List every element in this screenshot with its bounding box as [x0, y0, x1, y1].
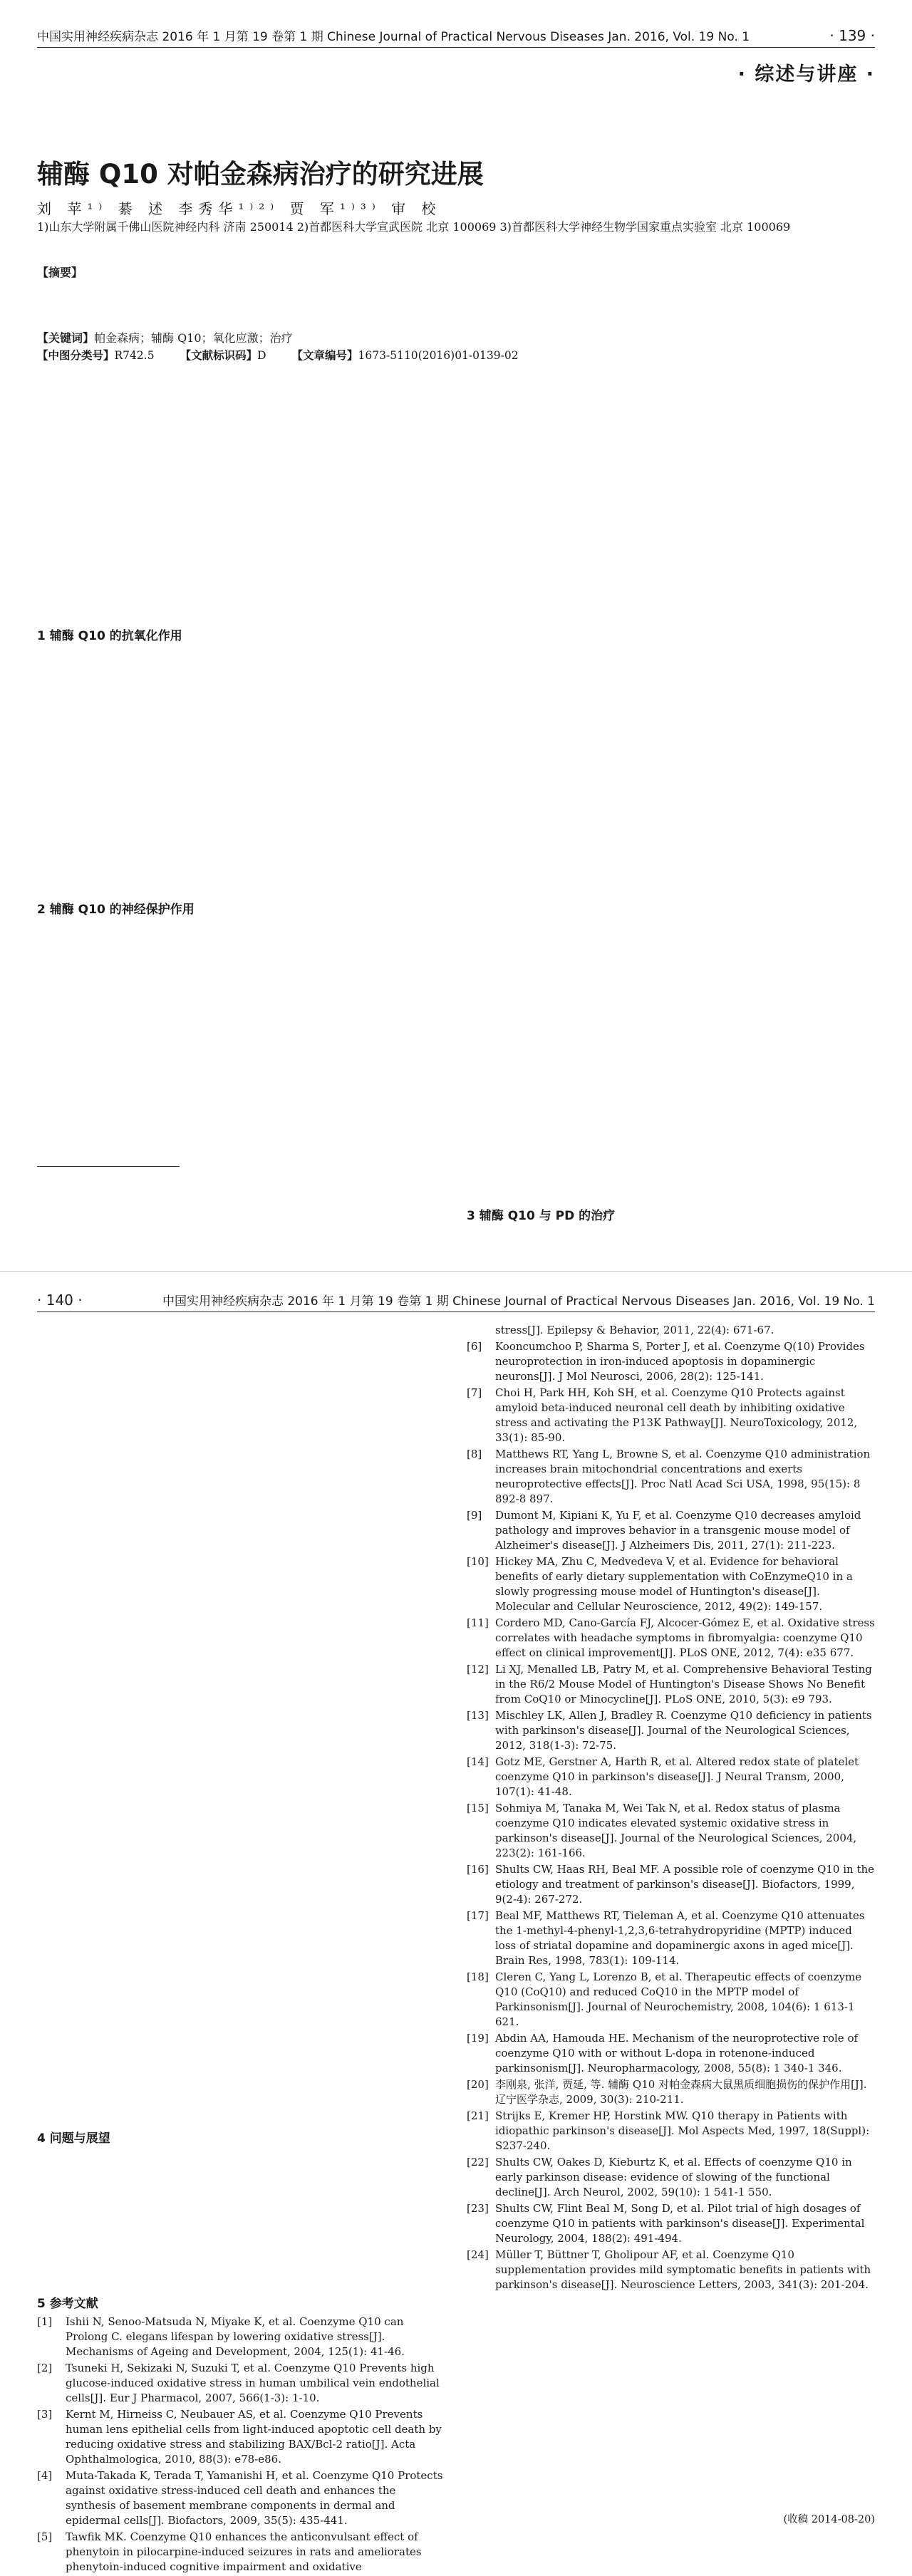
body-text-line — [37, 464, 445, 480]
page-2 — [0, 1271, 912, 2573]
reference-text: Choi H, Park HH, Koh SH, et al. Coenzyme Q10 Protects against amyloid beta-induced neuronal cell death by inhibiting oxidative stress and activating the P13K Pathway[J]. NeuroToxicology, 2012, 33(1): 85-90. — [495, 1386, 858, 1444]
reference-text: Shults CW, Haas RH, Beal MF. A possible role of coenzyme Q10 in the etiology and treatment of parkinson's disease[J]. Biofactors, 1999, 9(2-4): 267-272. — [495, 1863, 875, 1906]
reference-text: Tsuneki H, Sekizaki N, Suzuki T, et al. Coenzyme Q10 Prevents high glucose-induced oxidative stress in human umbilical vein endothelial cells[J]. Eur J Pharmacol, 2007, 566(1-3): 1-10. — [66, 2362, 440, 2404]
body-text-line — [467, 762, 875, 778]
body-text-line — [37, 1777, 445, 1793]
reference-text: Kooncumchoo P, Sharma S, Porter J, et al. Coenzyme Q(10) Provides neuroprotection in iron-induced apoptosis in dopaminergic neurons[J]. J Mol Neurosci, 2006, 28(2): 125-141. — [495, 1340, 865, 1383]
body-text-line — [37, 2091, 445, 2107]
reference-text: Muta-Takada K, Terada T, Yamanishi H, et al. Coenzyme Q10 Protects against oxidative stress-induced cell death and enhances the synthesis of basement membrane components in dermal and epidermal cells[J]. Biofactors, 2009, 35(5): 435-441. — [66, 2469, 443, 2527]
body-text-line — [467, 997, 875, 1013]
body-text-line — [37, 1699, 445, 1715]
reference-number: [19] — [467, 2032, 489, 2045]
body-text-line — [37, 606, 445, 621]
reference-number: [7] — [467, 1386, 482, 1399]
reference-item — [467, 1908, 875, 1968]
body-text-line — [37, 1668, 445, 1683]
reference-text: Shults CW, Flint Beal M, Song D, et al. Pilot trial of high dosages of coenzyme Q10 in patients with parkinson's disease[J]. Experimental Neurology, 2004, 188(2): 491-494. — [495, 2202, 865, 2245]
body-text-line — [37, 433, 445, 449]
reference-item — [37, 2315, 445, 2359]
body-text-line — [37, 2075, 445, 2091]
reference-number: [24] — [467, 2248, 489, 2261]
running-header — [37, 23, 875, 48]
body-text-line — [467, 825, 875, 841]
reference-number: [6] — [467, 1340, 482, 1353]
body-text-line — [37, 980, 445, 996]
body-text-line — [37, 1965, 445, 1981]
reference-item — [467, 2155, 875, 2200]
body-text-line — [37, 1621, 445, 1636]
body-text-line — [37, 1323, 445, 1339]
body-text-line — [37, 1141, 445, 1157]
body-text-line — [467, 935, 875, 950]
reference-item — [37, 2407, 445, 2467]
body-text-line — [467, 1224, 875, 1240]
reference-item — [467, 1862, 875, 1907]
reference-text: Shults CW, Oakes D, Kieburtz K, et al. Effects of coenzyme Q10 in early parkinson disease: evidence of slowing of the functional decline[J]. Arch Neurol, 2002, 59(10): 1 541-1 550. — [495, 2156, 852, 2198]
body-text-line — [37, 1401, 445, 1417]
body-text-line — [37, 402, 445, 417]
body-text-line — [37, 1605, 445, 1621]
reference-number: [5] — [37, 2530, 53, 2543]
reference-number: [12] — [467, 1663, 489, 1676]
reference-text: Matthews RT, Yang L, Browne S, et al. Coenzyme Q10 administration increases brain mitochondrial concentrations and exerts neuroprotective effects[J]. Proc Natl Acad Sci USA, 1998, 95(15): 8 892-8 897. — [495, 1448, 871, 1505]
body-text-line — [467, 606, 875, 621]
reference-text: Abdin AA, Hamouda HE. Mechanism of the neuroprotective role of coenzyme Q10 with or without L-dopa in rotenone-induced parkinsonism[J]. Neuropharmacology, 2008, 55(8): 1 340-1 346. — [495, 2032, 859, 2074]
reference-text: Cordero MD, Cano-García FJ, Alcocer-Gómez E, et al. Oxidative stress correlates with headache symptoms in fibromyalgia: coenzyme Q10 effect on clinical improvement[J]. PLoS ONE, 2012, 7(4): e35 677. — [495, 1616, 875, 1659]
body-text-line — [467, 715, 875, 731]
body-text-line — [37, 1339, 445, 1354]
reference-item — [37, 2530, 445, 2575]
reference-number: [17] — [467, 1909, 489, 1922]
body-text-line — [37, 1652, 445, 1668]
body-text-line — [467, 417, 875, 433]
body-text-line — [37, 1934, 445, 1950]
body-text-line — [37, 527, 445, 543]
body-text-line — [467, 574, 875, 590]
body-text-line — [37, 965, 445, 980]
body-text-line — [37, 1558, 445, 1574]
body-text-line — [37, 1856, 445, 1871]
references-heading: 5 参考文献 — [37, 2297, 98, 2311]
reference-item — [467, 2201, 875, 2246]
body-text-line — [37, 2193, 445, 2209]
abstract-label: 【摘要】 — [37, 266, 83, 279]
reference-text: Li XJ, Menalled LB, Patry M, et al. Comprehensive Behavioral Testing in the R6/2 Mouse Model of Huntington's Disease Shows No Benefit from CoQ10 or Minocycline[J]. PLoS ONE, 2010, 5(3): e9 793. — [495, 1663, 872, 1705]
body-text-line — [467, 1123, 875, 1138]
body-text-line — [37, 559, 445, 574]
body-text-line — [37, 2272, 445, 2287]
body-text-line — [37, 2225, 445, 2240]
reference-item — [467, 2248, 875, 2292]
body-text-line — [467, 653, 875, 668]
reference-item — [467, 1508, 875, 1553]
body-text-line — [37, 1840, 445, 1856]
reference-text: Hickey MA, Zhu C, Medvedeva V, et al. Evidence for behavioral benefits of early dietary supplementation with CoEnzymeQ10 in a slowly progressing mouse model of Huntington's disease[J]. Molecular and Cellular Neuroscience, 2012, 49(2): 149-157. — [495, 1555, 853, 1613]
clc-label: 【中图分类号】 — [37, 349, 115, 362]
right-column — [467, 1323, 875, 2294]
body-text-line — [37, 1126, 445, 1141]
body-text-line — [37, 1918, 445, 1934]
body-text-line — [467, 684, 875, 700]
body-text-line — [37, 754, 445, 769]
body-text-line — [467, 1076, 875, 1091]
received-date: (收稿 2014-08-20) — [783, 2514, 875, 2525]
body-text-line — [37, 1354, 445, 1370]
reference-text: Strijks E, Kremer HP, Horstink MW. Q10 therapy in Patients with idiopathic parkinson's disease[J]. Mol Aspects Med, 1997, 18(Suppl): S237-240. — [495, 2109, 870, 2152]
left-column — [37, 386, 445, 1188]
reference-item — [467, 1339, 875, 1384]
section-1-heading: 1 辅酶 Q10 的抗氧化作用 — [37, 629, 182, 643]
reference-number: [1] — [37, 2315, 53, 2328]
page-1 — [0, 0, 912, 1270]
body-text-line — [467, 700, 875, 715]
reference-text: Ishii N, Senoo-Matsuda N, Miyake K, et al. Coenzyme Q10 can Prolong C. elegans lifespan by lowering oxidative stress[J]. Mechanisms of Ageing and Development, 2004, 125(1): 41-46. — [66, 2315, 405, 2358]
journal-header-text: 中国实用神经疾病杂志 2016 年 1 月第 19 卷第 1 期 Chinese Journal of Practical Nervous Diseases Jan. 2016, Vol. 19 No. 1 — [162, 1294, 875, 1309]
body-text-line — [37, 2060, 445, 2075]
reference-number — [467, 1323, 495, 1338]
body-text-line — [37, 511, 445, 527]
reference-text: Beal MF, Matthews RT, Tieleman A, et al. Coenzyme Q10 attenuates the 1-methyl-4-phenyl-1,2,3,6-tetrahydropyridine (MPTP) induced loss of striatal dopamine and dopaminergic axons in aged mice[J]. Brain Res, 1998, 783(1): 109-114. — [495, 1909, 865, 1967]
abstract — [37, 264, 875, 281]
abstract-block — [37, 264, 875, 364]
body-text-line — [37, 2028, 445, 2044]
body-text-line — [467, 402, 875, 417]
body-text-line — [37, 1480, 445, 1495]
body-text-line — [37, 1059, 445, 1074]
body-text-line — [467, 966, 875, 982]
body-text-line — [37, 2240, 445, 2256]
body-text-line — [37, 417, 445, 433]
abstract-line — [37, 313, 875, 330]
body-text-line — [37, 496, 445, 511]
body-text-line — [37, 769, 445, 785]
reference-item — [467, 1386, 875, 1445]
body-text-line — [467, 841, 875, 856]
reference-text: Dumont M, Kipiani K, Yu F, et al. Coenzyme Q10 decreases amyloid pathology and improves behavior in a transgenic mouse model of Alzheimer's disease[J]. J Alzheimers Dis, 2011, 27(1): 211-223. — [495, 1509, 861, 1552]
body-text-line — [467, 433, 875, 449]
body-text-line — [37, 480, 445, 496]
body-text-line — [37, 1527, 445, 1542]
reference-item — [467, 1708, 875, 1753]
abstract-line — [37, 297, 875, 313]
doc-code-label: 【文献标识码】 — [180, 349, 258, 362]
body-text-line — [467, 386, 875, 402]
body-text-line — [37, 1683, 445, 1699]
body-text-line — [37, 918, 445, 933]
footnote-line — [37, 1217, 445, 1233]
body-text-line — [467, 1060, 875, 1076]
reference-text: Cleren C, Yang L, Lorenzo B, et al. Therapeutic effects of coenzyme Q10 (CoQ10) and reduced CoQ10 in the MPTP model of Parkinsonism[J]. Journal of Neurochemistry, 2008, 104(6): 1 613-1 621. — [495, 1970, 862, 2028]
keywords-label: 【关键词】 — [37, 331, 95, 345]
body-text-line — [37, 1043, 445, 1059]
body-text-line — [37, 590, 445, 606]
body-text-line — [467, 1240, 875, 1255]
body-text-line — [37, 1511, 445, 1527]
body-text-line — [467, 1107, 875, 1123]
body-text-line — [37, 449, 445, 464]
body-text-line — [37, 1012, 445, 1027]
classification-row — [37, 348, 875, 364]
footnote-rule — [37, 1166, 180, 1167]
body-text-line — [467, 747, 875, 762]
body-text-line — [37, 675, 445, 691]
body-text-line — [467, 1154, 875, 1170]
body-text-line — [467, 1170, 875, 1185]
body-text-line — [37, 574, 445, 590]
reference-item — [37, 2361, 445, 2406]
footnote-line — [37, 1202, 445, 1217]
body-text-line — [37, 2044, 445, 2060]
reference-number: [23] — [467, 2202, 489, 2215]
body-text-line — [467, 778, 875, 794]
reference-item — [467, 1662, 875, 1707]
body-text-line — [467, 668, 875, 684]
reference-text: Tawfik MK. Coenzyme Q10 enhances the anticonvulsant effect of phenytoin in pilocarpine-induced seizures in rats and ameliorates phenytoin-induced cognitive impairment and oxidative — [66, 2530, 422, 2573]
body-text-line — [467, 480, 875, 496]
body-text-line — [37, 1589, 445, 1605]
body-text-line — [467, 1029, 875, 1044]
reference-item — [467, 2077, 875, 2107]
body-text-line — [37, 1762, 445, 1777]
body-text-line — [37, 1715, 445, 1730]
body-text-line — [467, 543, 875, 559]
body-text-line — [37, 1793, 445, 1809]
reference-item — [467, 1755, 875, 1799]
body-text-line — [37, 543, 445, 559]
reference-number: [2] — [37, 2362, 53, 2374]
running-header — [37, 1287, 875, 1312]
reference-item — [467, 1447, 875, 1507]
body-text-line — [37, 707, 445, 722]
body-text-line — [37, 1574, 445, 1589]
body-text-line — [37, 1871, 445, 1887]
body-text-line — [37, 996, 445, 1012]
body-text-line — [467, 511, 875, 527]
reference-item — [467, 2109, 875, 2154]
page-number: · 139 · — [829, 27, 875, 44]
body-text-line — [37, 801, 445, 816]
reference-number: [16] — [467, 1863, 489, 1876]
reference-number: [15] — [467, 1802, 489, 1814]
body-text-line — [37, 1370, 445, 1386]
reference-number: [9] — [467, 1509, 482, 1522]
body-text-line — [37, 644, 445, 660]
body-text-line — [467, 1185, 875, 1201]
body-text-line — [467, 982, 875, 997]
body-text-line — [37, 1809, 445, 1824]
keywords — [37, 330, 875, 346]
body-text-line — [37, 1074, 445, 1090]
reference-number: [21] — [467, 2109, 489, 2122]
doc-code-value: D — [257, 349, 266, 362]
article-title: 辅酶 Q10 对帕金森病治疗的研究进展 — [37, 159, 484, 189]
reference-number: [13] — [467, 1709, 489, 1722]
left-column — [37, 1323, 445, 2576]
reference-text: Sohmiya M, Tanaka M, Wei Tak N, et al. Redox status of plasma coenzyme Q10 indicates elevated systemic oxidative stress in parkinson's disease[J]. Journal of the Neurological Sciences, 2004, 223(2): 161-166. — [495, 1802, 857, 1859]
reference-text: stress[J]. Epilepsy & Behavior, 2011, 22(4): 671-67. — [495, 1324, 774, 1336]
reference-number: [22] — [467, 2156, 489, 2169]
section-tag: · 综述与讲座 · — [737, 63, 875, 85]
reference-number: [8] — [467, 1448, 482, 1460]
reference-number: [20] — [467, 2078, 489, 2091]
body-text-line — [467, 559, 875, 574]
body-text-line — [467, 1044, 875, 1060]
body-text-line — [467, 637, 875, 653]
body-text-line — [467, 856, 875, 872]
reference-item — [37, 2468, 445, 2528]
body-text-line — [37, 863, 445, 879]
body-text-line — [467, 1013, 875, 1029]
body-text-line — [467, 449, 875, 464]
body-text-line — [467, 1138, 875, 1154]
body-text-line — [37, 2256, 445, 2272]
body-text-line — [37, 1386, 445, 1401]
body-text-line — [37, 2012, 445, 2028]
body-text-line — [467, 527, 875, 543]
reference-text: Müller T, Büttner T, Gholipour AF, et al. Coenzyme Q10 supplementation provides mild symptomatic benefits in patients with parkinson's disease[J]. Neuroscience Letters, 2003, 341(3): 201-204. — [495, 2248, 871, 2291]
body-text-line — [37, 832, 445, 848]
reference-number: [3] — [37, 2408, 53, 2421]
section-3-heading: 3 辅酶 Q10 与 PD 的治疗 — [467, 1209, 616, 1223]
body-text-line — [37, 879, 445, 895]
reference-number: [18] — [467, 1970, 489, 1983]
reference-item — [467, 1616, 875, 1661]
body-text-line — [37, 1027, 445, 1043]
body-text-line — [37, 1887, 445, 1903]
body-text-line — [37, 691, 445, 707]
body-text-line — [37, 848, 445, 863]
reference-item — [467, 1801, 875, 1861]
reference-number: [10] — [467, 1555, 489, 1568]
body-text-line — [467, 496, 875, 511]
reference-text: Gotz ME, Gerstner A, Harth R, et al. Altered redox state of platelet coenzyme Q10 in parkinson's disease[J]. J Neural Transm, 2000, 107(1): 41-48. — [495, 1755, 859, 1798]
article-number-value: 1673-5110(2016)01-0139-02 — [358, 349, 519, 362]
body-text-line — [37, 2209, 445, 2225]
body-text-line — [37, 738, 445, 754]
body-text-line — [467, 950, 875, 966]
body-text-line — [467, 464, 875, 480]
body-text-line — [37, 816, 445, 832]
body-text-line — [37, 1981, 445, 1997]
body-text-line — [37, 1636, 445, 1652]
body-text-line — [37, 1417, 445, 1433]
reference-text: Kernt M, Hirneiss C, Neubauer AS, et al. Coenzyme Q10 Prevents human lens epithelial cells from light-induced apoptotic cell death by reducing oxidative stress and stabilizing BAX/Bcl-2 ratio[J]. Acta Ophthalmologica, 2010, 88(3): e78-e86. — [66, 2408, 442, 2466]
body-text-line — [37, 2146, 445, 2162]
authors: 刘 苹¹⁾ 綦 述 李秀华¹⁾²⁾ 贾 军¹⁾³⁾ 审 校 — [37, 200, 442, 217]
body-text-line — [37, 1542, 445, 1558]
clc-value: R742.5 — [114, 349, 155, 362]
reference-number: [4] — [37, 2469, 53, 2482]
footnote-line — [37, 1186, 445, 1202]
article-number-label: 【文章编号】 — [291, 349, 358, 362]
footnote-line — [37, 1170, 445, 1186]
section-4-heading: 4 问题与展望 — [37, 2131, 110, 2146]
body-text-line — [37, 1090, 445, 1106]
section-2-heading: 2 辅酶 Q10 的神经保护作用 — [37, 903, 195, 917]
page-number: · 140 · — [37, 1292, 83, 1309]
body-text-line — [37, 2178, 445, 2193]
body-text-line — [37, 722, 445, 738]
body-text-line — [37, 1433, 445, 1448]
body-text-line — [467, 731, 875, 747]
body-text-line — [37, 1495, 445, 1511]
affiliations: 1)山东大学附属千佛山医院神经内科 济南 250014 2)首都医科大学宣武医院 北京 100069 3)首都医科大学神经生物学国家重点实验室 北京 100069 — [37, 220, 791, 234]
reference-text: Mischley LK, Allen J, Bradley R. Coenzyme Q10 deficiency in patients with parkinson's disease[J]. Journal of the Neurological Sciences, 2012, 318(1-3): 72-75. — [495, 1709, 872, 1752]
body-text-line — [467, 872, 875, 888]
body-text-line — [37, 1730, 445, 1746]
keywords-text: 帕金森病；辅酶 Q10；氧化应激；治疗 — [94, 331, 293, 345]
body-text-line — [37, 1997, 445, 2012]
body-text-line — [467, 809, 875, 825]
body-text-line — [37, 1106, 445, 1121]
reference-text: 李刚泉, 张洋, 贾延, 等. 辅酶 Q10 对帕金森病大鼠黑质细胞损伤的保护作用[J]. 辽宁医学杂志, 2009, 30(3): 210-211. — [495, 2078, 867, 2106]
body-text-line — [467, 919, 875, 935]
body-text-line — [37, 2162, 445, 2178]
reference-item — [467, 1323, 875, 1338]
body-text-line — [467, 1255, 875, 1271]
body-text-line — [37, 2107, 445, 2122]
body-text-line — [37, 949, 445, 965]
body-text-line — [37, 660, 445, 675]
body-text-line — [467, 1091, 875, 1107]
reference-number: [11] — [467, 1616, 489, 1629]
reference-item — [467, 1554, 875, 1614]
body-text-line — [37, 1903, 445, 1918]
journal-header-text: 中国实用神经疾病杂志 2016 年 1 月第 19 卷第 1 期 Chinese Journal of Practical Nervous Diseases Jan. 2016, Vol. 19 No. 1 — [37, 30, 750, 44]
body-text-line — [37, 1746, 445, 1762]
body-text-line — [467, 794, 875, 809]
body-text-line — [467, 590, 875, 606]
body-text-line — [37, 386, 445, 402]
body-text-line — [37, 1448, 445, 1464]
body-text-line — [467, 888, 875, 903]
body-text-line — [467, 903, 875, 919]
body-text-line — [37, 1824, 445, 1840]
reference-item — [467, 1970, 875, 2030]
footnotes — [37, 1170, 445, 1233]
abstract-line — [37, 281, 875, 297]
body-text-line — [467, 621, 875, 637]
body-text-line — [37, 1464, 445, 1480]
body-text-line — [37, 933, 445, 949]
reference-item — [467, 2031, 875, 2076]
body-text-line — [37, 785, 445, 801]
reference-number: [14] — [467, 1755, 489, 1768]
body-text-line — [37, 1950, 445, 1965]
